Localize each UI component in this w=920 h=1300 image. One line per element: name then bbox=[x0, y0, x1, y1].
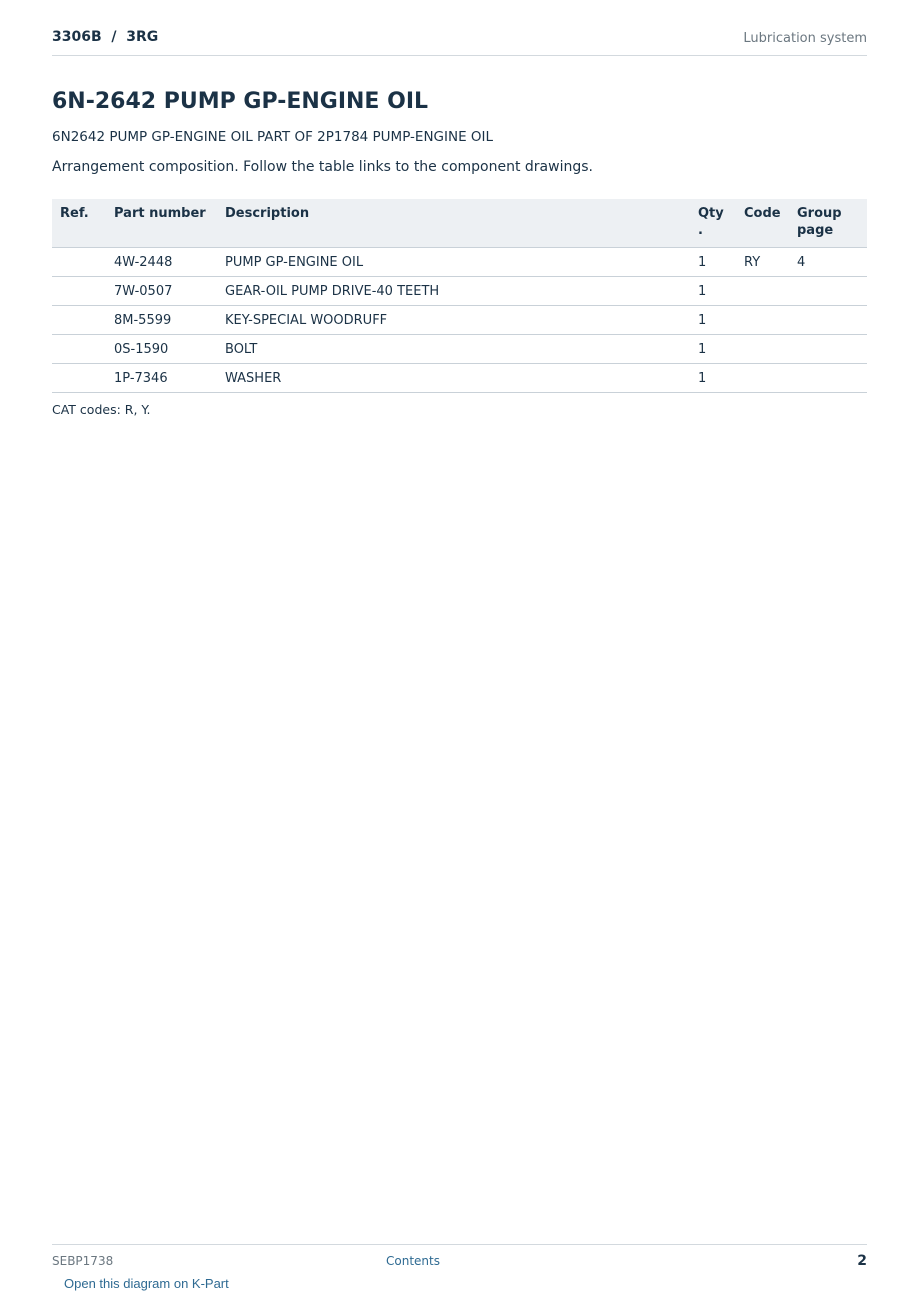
table-row bbox=[52, 364, 867, 393]
table-header-row bbox=[52, 199, 867, 248]
intro-text: Arrangement composition. Follow the table links to the component drawings. bbox=[52, 159, 593, 175]
contents-link[interactable]: Contents bbox=[386, 1254, 440, 1268]
column-header-description: Description bbox=[217, 199, 690, 248]
cell-group-page bbox=[789, 364, 867, 393]
table-row bbox=[52, 335, 867, 364]
cell-description: KEY-SPECIAL WOODRUFF bbox=[217, 306, 690, 335]
section-label: Lubrication system bbox=[743, 31, 867, 46]
cell-code bbox=[736, 306, 789, 335]
cell-group-page-link[interactable]: 4 bbox=[789, 248, 867, 277]
cell-qty: 1 bbox=[690, 248, 736, 277]
cell-code bbox=[736, 277, 789, 306]
column-header-code: Code bbox=[736, 199, 789, 248]
cell-part-number: 8M-5599 bbox=[106, 306, 217, 335]
page-footer bbox=[52, 1244, 867, 1269]
document-id: SEBP1738 bbox=[52, 1254, 114, 1268]
parts-table bbox=[52, 199, 867, 393]
cell-ref bbox=[52, 335, 106, 364]
qty-header-line2: . bbox=[698, 223, 703, 238]
cell-description: WASHER bbox=[217, 364, 690, 393]
cell-description: PUMP GP-ENGINE OIL bbox=[217, 248, 690, 277]
cell-group-page bbox=[789, 335, 867, 364]
cell-code bbox=[736, 335, 789, 364]
cell-code: RY bbox=[736, 248, 789, 277]
cell-part-number: 7W-0507 bbox=[106, 277, 217, 306]
kpart-diagram-link[interactable]: Open this diagram on K-Part bbox=[64, 1276, 229, 1291]
cell-group-page bbox=[789, 277, 867, 306]
cell-part-number-link[interactable]: 4W-2448 bbox=[106, 248, 217, 277]
page-number: 2 bbox=[857, 1253, 867, 1269]
cell-code bbox=[736, 364, 789, 393]
model-label: 3306B / 3RG bbox=[52, 29, 159, 45]
page-title: 6N-2642 PUMP GP-ENGINE OIL bbox=[52, 89, 429, 114]
cell-ref bbox=[52, 364, 106, 393]
table-row bbox=[52, 306, 867, 335]
cell-description: GEAR-OIL PUMP DRIVE-40 TEETH bbox=[217, 277, 690, 306]
cell-ref bbox=[52, 248, 106, 277]
group-header-line2: page bbox=[797, 223, 834, 238]
column-header-group-page bbox=[789, 199, 867, 248]
cell-qty: 1 bbox=[690, 335, 736, 364]
cat-codes-note: CAT codes: R, Y. bbox=[52, 402, 151, 417]
table-row bbox=[52, 277, 867, 306]
cell-qty: 1 bbox=[690, 364, 736, 393]
page-header bbox=[52, 28, 867, 56]
cell-group-page bbox=[789, 306, 867, 335]
page-subtitle: 6N2642 PUMP GP-ENGINE OIL PART OF 2P1784 PUMP-ENGINE OIL bbox=[52, 129, 494, 145]
cell-ref bbox=[52, 277, 106, 306]
cell-qty: 1 bbox=[690, 306, 736, 335]
cell-part-number: 0S-1590 bbox=[106, 335, 217, 364]
cell-ref bbox=[52, 306, 106, 335]
column-header-part-number: Part number bbox=[106, 199, 217, 248]
cell-part-number: 1P-7346 bbox=[106, 364, 217, 393]
table-row bbox=[52, 248, 867, 277]
column-header-ref: Ref. bbox=[52, 199, 106, 248]
cell-description: BOLT bbox=[217, 335, 690, 364]
group-header-line1: Group bbox=[797, 206, 842, 221]
qty-header-line1: Qty bbox=[698, 206, 724, 221]
cell-qty: 1 bbox=[690, 277, 736, 306]
column-header-qty bbox=[690, 199, 736, 248]
